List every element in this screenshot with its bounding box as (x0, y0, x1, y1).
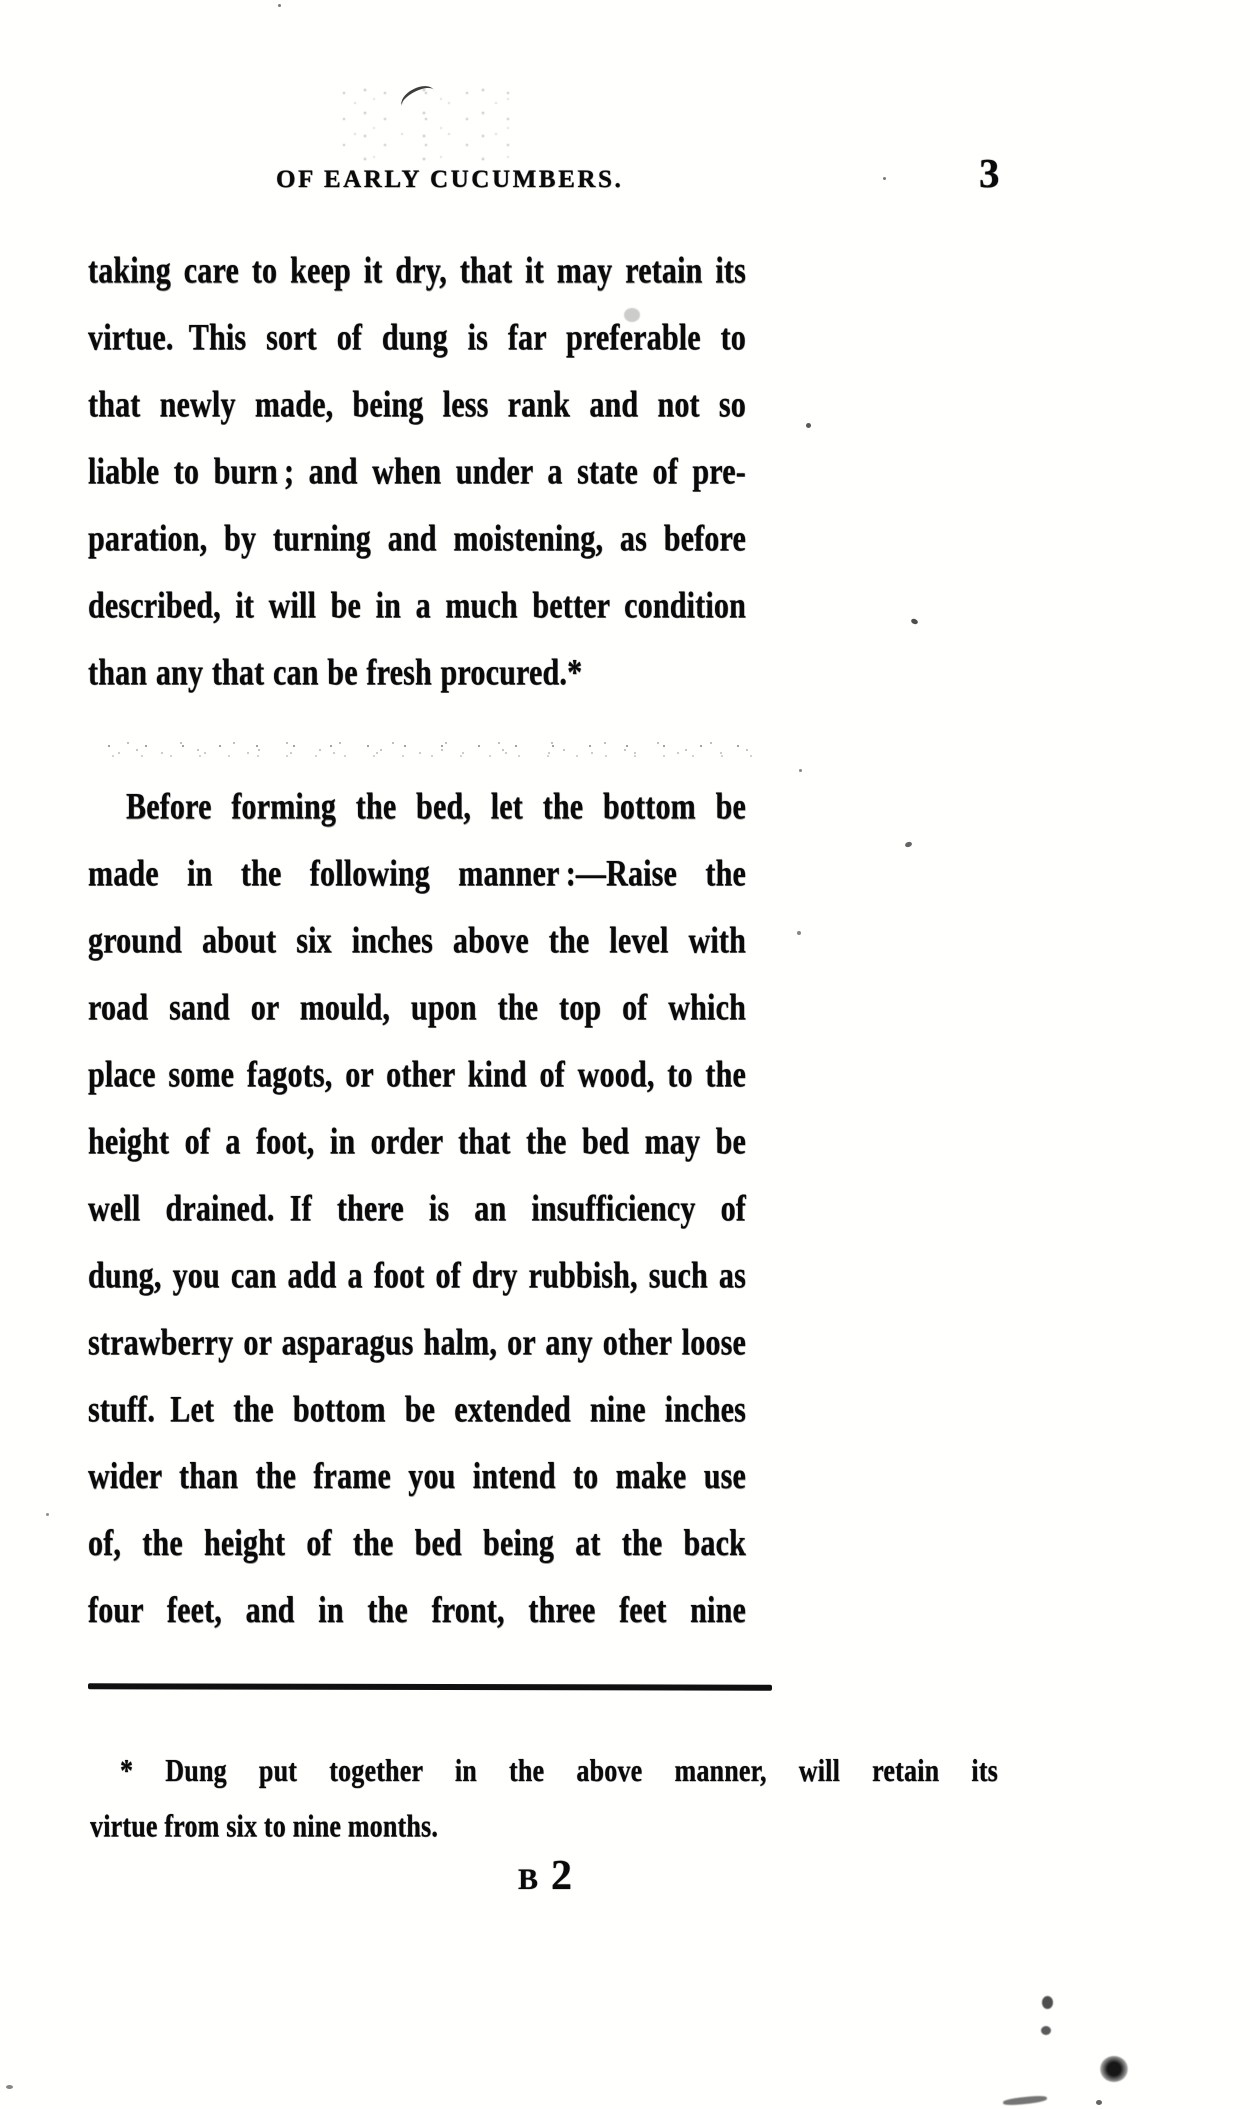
ink-speck (6, 2085, 13, 2089)
text-line: stuff. Let the bottom be extended nine inches (88, 1389, 746, 1430)
ink-speck (1042, 1996, 1053, 2009)
ink-speck (278, 4, 281, 7)
text-line: of, the height of the bed being at the back (88, 1522, 746, 1564)
text-line: dung, you can add a foot of dry rubbish, such as (88, 1255, 746, 1297)
text-line: strawberry or asparagus halm, or any other loose (88, 1322, 746, 1363)
text-line: virtue. This sort of dung is far preferable to (88, 317, 746, 359)
text-line: height of a foot, in order that the bed may be (88, 1121, 746, 1163)
ink-speck (799, 769, 802, 772)
text-line: four feet, and in the front, three feet nine (88, 1589, 746, 1631)
footnote-rule (88, 1683, 772, 1690)
text-line: taking care to keep it dry, that it may retain its (88, 250, 746, 292)
text-line: liable to burn ; and when under a state of pre- (88, 451, 746, 493)
ink-blob (1100, 2056, 1128, 2082)
text-line: wider than the frame you intend to make use (88, 1456, 746, 1497)
ink-speck (806, 423, 811, 428)
text-line: road sand or mould, upon the top of which (88, 987, 746, 1029)
footnote (90, 1744, 998, 1854)
text-line: paration, by turning and moistening, as before (88, 518, 746, 560)
paragraph-1 (88, 238, 746, 707)
ink-speck (624, 308, 640, 322)
running-title: OF EARLY CUCUMBERS. (276, 166, 624, 193)
ink-speck (883, 177, 886, 180)
text-line: that newly made, being less rank and not so (88, 384, 746, 426)
page-number: 3 (979, 150, 1000, 196)
text-line: well drained. If there is an insufficiency of (88, 1188, 746, 1230)
ink-speck (1003, 2095, 1047, 2107)
ink-speck (904, 841, 912, 848)
footnote-line: * Dung put together in the above manner, will retain its (120, 1753, 998, 1789)
ink-speck (46, 1513, 49, 1516)
ghost-showthrough-line (104, 736, 762, 762)
ink-speck (1041, 2026, 1051, 2035)
ink-speck (1096, 2100, 1102, 2105)
text-line: made in the following manner :—Raise the (88, 853, 746, 895)
text-line: described, it will be in a much better condition (88, 585, 746, 627)
text-line: ground about six inches above the level with (88, 920, 746, 962)
footnote-line: virtue from six to nine months. (90, 1808, 439, 1844)
text-line: than any that can be fresh procured.* (88, 652, 583, 694)
ink-speck (910, 618, 918, 625)
ink-speck (797, 931, 801, 935)
signature-mark (518, 1852, 572, 1900)
signature-letter: B (518, 1863, 539, 1896)
text-line: place some fagots, or other kind of wood, to the (88, 1054, 746, 1096)
text-line: Before forming the bed, let the bottom be (126, 786, 746, 828)
signature-number: 2 (551, 1853, 573, 1899)
paragraph-2 (88, 774, 746, 1644)
